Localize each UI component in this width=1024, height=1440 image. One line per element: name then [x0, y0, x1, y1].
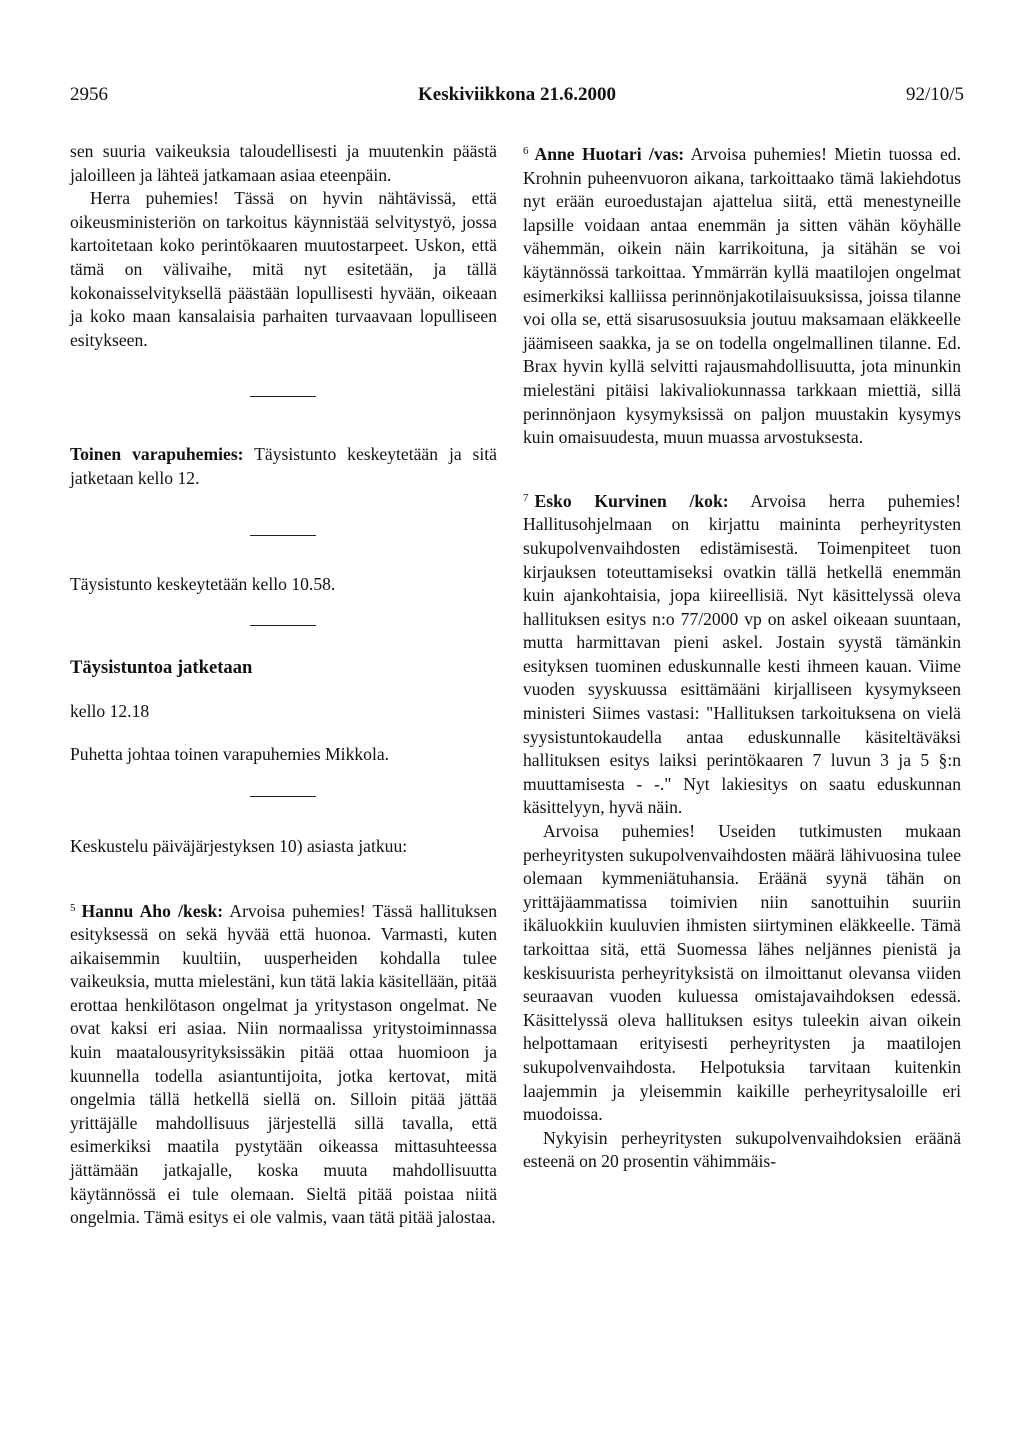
chair-statement	[70, 443, 497, 490]
speech-number: 7	[523, 491, 529, 504]
speech-text: Arvoisa herra puhemies! Hallitusohjelmaan on kirjattu maininta perheyritysten sukupolvenvaihdosten edistämisestä. Toimenpiteet tuon kirjauksen toteuttamiseksi ovatkin tällä hetkellä enemmän kuin ajankohtaisia, jopa kiireellisiä. Nyt käsittelyssä oleva hallituksen esitys n:o 77/2000 vp on askel oikeaan suuntaan, mutta harmittavan pieni askel. Jostain syystä tämänkin esityksen tuominen eduskunnalle kesti ihmeen kauan. Viime vuoden syyskuussa esittämääni kirjalliseen kysymykseen ministeri Siimes vastasi: "Hallituksen tarkoituksena on vielä syysistuntokaudella antaa eduskunnalle käsiteltäväksi hallituksen esitys laiksi perintökaaren 7 luvun 3 ja 5 §:n muuttamisesta - -." Nyt lakiesitys on saatu eduskunnan käsittelyyn, hyvä näin.	[523, 490, 961, 818]
statement-text: Täysistunto keskeytetään ja sitä jatketaan kello 12.	[70, 444, 497, 488]
chair-note: Puhetta johtaa toinen varapuhemies Mikkola.	[70, 744, 390, 765]
left-column	[70, 140, 497, 1230]
paragraph: sen suuria vaikeuksia taloudellisesti ja muutenkin päästä jaloilleen ja lähteä jatkamaan asiaa eteenpäin.	[70, 141, 497, 185]
speech-text: Arvoisa puhemies! Tässä hallituksen esityksessä on sekä hyvää että huonoa. Varmasti, kuten aikaisemmin kuultiin, uusperheiden kohdalla tulee vaikeuksia, mutta mielestäni, kun tätä lakia käsitellään, pitää erottaa henkilötason ongelmat ja yritystason ongelmat. Ne ovat kaksi eri asiaa. Niin normaalissa yritystoiminnassa kuin maatalousyrityksissäkin pitää ottaa huomioon ja kuunnella todella asiantuntijoita, jotka kertovat, mitä ongelmia tällä hetkellä siellä on. Silloin pitää jättää yrittäjälle mahdollisuus järjestellä sillä tavalla, että esimerkiksi maatila pystytään oikeassa mittasuhteessa jättämään jatkajalle, koska muuta mahdollisuutta käytännössä ei tule olemaan. Sieltä pitää poistaa niitä ongelmia. Tämä esitys ei ole valmis, vaan tätä pitää jalostaa.	[70, 900, 497, 1228]
speaker-name: Anne Huotari /vas:	[534, 144, 685, 164]
section-divider	[250, 396, 316, 397]
page-number: 2956	[70, 84, 108, 105]
speech-number: 6	[523, 145, 529, 157]
header-date: Keskiviikkona 21.6.2000	[418, 84, 616, 105]
speaker-name: Toinen varapuhemies:	[70, 444, 244, 465]
page-header	[70, 84, 964, 114]
paragraph: Arvoisa puhemies! Useiden tutkimusten mukaan perheyritysten sukupolvenvaihdosten määrä lähivuosina tulee olemaan kymmeniätuhansia. Eräänä syynä tähän on yrittäjäammatissa toimivien niin sanottuihin suuriin ikäluokkiin kuuluvien ihmisten siirtyminen eläkkeelle. Tämä tarkoittaa sitä, että Suomessa lähes neljännes pienistä ja keskisuurista perheyrityksistä on ilmoittanut olevansa viiden seuraavan vuoden kuluessa omistajavaihdoksen edessä. Käsittelyssä oleva hallituksen esitys tuleekin aivan oikein helpottamaan erityisesti perheyritysten ja maatilojen sukupolvenvaihdosta. Helpotuksia tarvitaan kuitenkin laajemmin ja yleisemmin kaikille perheyritysaloille eri muodoissa.	[523, 821, 961, 1125]
speech-7	[523, 487, 961, 820]
section-heading: Täysistuntoa jatketaan	[70, 657, 253, 679]
speech-6	[523, 140, 961, 450]
speaker-name: Hannu Aho /kesk:	[81, 900, 224, 921]
document-id: 92/10/5	[905, 84, 964, 105]
right-column	[523, 140, 961, 1174]
speech-5	[70, 897, 497, 1230]
agenda-line: Keskustelu päiväjärjestyksen 10) asiasta jatkuu:	[70, 835, 408, 856]
section-divider	[250, 625, 316, 626]
paragraph: Herra puhemies! Tässä on hyvin nähtävissä, että oikeusministeriön on tarkoitus käynnistää selvitystyö, jossa kartoitetaan koko perintökaaren muutostarpeet. Uskon, että tämä on välivaihe, mitä nyt esitetään, ja tällä kokonaisselvityksellä päästään lopullisesti hyvään, oikeaan ja koko maan kansalaisia parhaiten turvaavaan lopulliseen esitykseen.	[70, 188, 497, 350]
speaker-name: Esko Kurvinen /kok:	[534, 490, 729, 511]
speech-text: Arvoisa puhemies! Mietin tuossa ed. Krohnin puheenvuoron aikana, tarkoittaako tämä lakiehdotus nyt erään euroedustajan ajattelua siitä, että menestyneille lapsille voidaan antaa enemmän ja sitten vähän köyhälle vähemmän, oikein näin karrikoituna, ja sitähän se voi käytännössä tarkoittaa. Ymmärrän kyllä maatilojen ongelmat esimerkiksi kalliissa perinnönjakotilaisuuksissa, joissa tilanne voi olla se, että sisarusosuuksia joutuu maksamaan eläkkeelle jäämiseen saakka, ja se on todella ongelmallinen tilanne. Ed. Brax hyvin kyllä selvitti rajausmahdollisuutta, jota minunkin mielestäni pitäisi lakivaliokunnassa tarkkaan miettiä, sillä perinnönjaon kysymyksissä on paljon muustakin kysymys kuin omaisuudesta, muun muassa arvostuksesta.	[523, 144, 961, 448]
paragraph: Nykyisin perheyritysten sukupolvenvaihdoksien eräänä esteenä on 20 prosentin vähimmäis-	[523, 1127, 961, 1172]
section-divider	[250, 796, 316, 797]
speech-number: 5	[70, 901, 76, 914]
section-divider	[250, 535, 316, 536]
resume-time: kello 12.18	[70, 700, 150, 721]
adjourn-note: Täysistunto keskeytetään kello 10.58.	[70, 573, 336, 594]
